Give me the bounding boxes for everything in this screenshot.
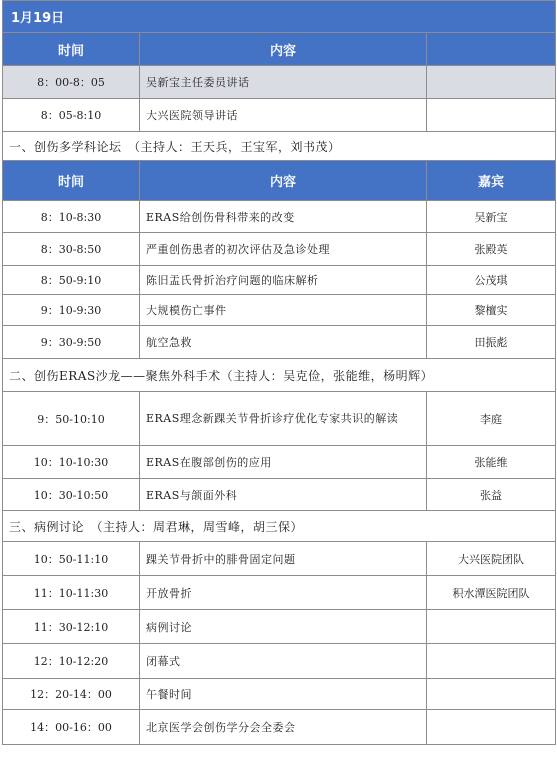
table-row	[3, 295, 556, 326]
row-guest: 吴新宝	[427, 201, 556, 233]
header-row-2	[3, 161, 556, 201]
table-row	[3, 99, 556, 132]
table-row	[3, 644, 556, 679]
table-row	[3, 201, 556, 233]
row-content: ERAS理念新踝关节骨折诊疗优化专家共识的解读	[140, 392, 427, 446]
row-time: 8：50-9:10	[3, 266, 140, 295]
row-guest: 张益	[427, 479, 556, 511]
row-time: 10：10-10:30	[3, 446, 140, 479]
table-row	[3, 326, 556, 359]
row-guest: 田振彪	[427, 326, 556, 359]
table-row	[3, 233, 556, 266]
table-row	[3, 542, 556, 576]
row-content: 大兴医院领导讲话	[140, 99, 427, 132]
row-guest	[427, 610, 556, 644]
row-guest: 张殿英	[427, 233, 556, 266]
row-time: 8：10-8:30	[3, 201, 140, 233]
table-row	[3, 392, 556, 446]
table-row	[3, 446, 556, 479]
row-content: 开放骨折	[140, 576, 427, 610]
date-row	[3, 1, 556, 33]
row-content: 陈旧盂氏骨折治疗问题的临床解析	[140, 266, 427, 295]
row-content: 闭幕式	[140, 644, 427, 679]
table-row	[3, 266, 556, 295]
row-content: 吴新宝主任委员讲话	[140, 66, 427, 99]
row-guest	[427, 66, 556, 99]
schedule-table	[2, 0, 556, 745]
table-row	[3, 576, 556, 610]
section-title-2: 二、创伤ERAS沙龙——聚焦外科手术（主持人：吴克俭，张能维，杨明辉）	[3, 359, 556, 392]
header-guest: 嘉宾	[427, 161, 556, 201]
row-time: 9：10-9:30	[3, 295, 140, 326]
row-content: 北京医学会创伤学分会全委会	[140, 710, 427, 745]
header-guest	[427, 33, 556, 66]
row-time: 14：00-16：00	[3, 710, 140, 745]
row-content: 严重创伤患者的初次评估及急诊处理	[140, 233, 427, 266]
row-guest	[427, 710, 556, 745]
row-time: 11：30-12:10	[3, 610, 140, 644]
row-content: ERAS与颌面外科	[140, 479, 427, 511]
row-content: 午餐时间	[140, 679, 427, 710]
row-guest	[427, 679, 556, 710]
section-row-1	[3, 132, 556, 161]
row-content: 航空急救	[140, 326, 427, 359]
row-guest	[427, 99, 556, 132]
header-time: 时间	[3, 33, 140, 66]
row-content: ERAS给创伤骨科带来的改变	[140, 201, 427, 233]
row-guest	[427, 644, 556, 679]
row-time: 8：00-8：05	[3, 66, 140, 99]
row-time: 9：30-9:50	[3, 326, 140, 359]
header-content: 内容	[140, 161, 427, 201]
row-time: 10：30-10:50	[3, 479, 140, 511]
row-guest: 李庭	[427, 392, 556, 446]
row-guest: 公茂琪	[427, 266, 556, 295]
table-row	[3, 479, 556, 511]
row-content: ERAS在腹部创伤的应用	[140, 446, 427, 479]
row-guest: 积水潭医院团队	[427, 576, 556, 610]
row-guest: 张能维	[427, 446, 556, 479]
table-row	[3, 679, 556, 710]
row-time: 12：20-14：00	[3, 679, 140, 710]
row-time: 11：10-11:30	[3, 576, 140, 610]
row-guest: 大兴医院团队	[427, 542, 556, 576]
header-time: 时间	[3, 161, 140, 201]
schedule	[2, 0, 555, 745]
row-content: 病例讨论	[140, 610, 427, 644]
header-row-1	[3, 33, 556, 66]
date-heading: 1月19日	[3, 1, 556, 33]
row-time: 10：50-11:10	[3, 542, 140, 576]
table-row	[3, 66, 556, 99]
row-time: 8：30-8:50	[3, 233, 140, 266]
table-row	[3, 610, 556, 644]
section-title-1: 一、创伤多学科论坛 （主持人：王天兵，王宝军，刘书茂）	[3, 132, 556, 161]
section-row-2	[3, 359, 556, 392]
header-content: 内容	[140, 33, 427, 66]
row-guest: 黎檀实	[427, 295, 556, 326]
row-time: 9：50-10:10	[3, 392, 140, 446]
table-row	[3, 710, 556, 745]
row-time: 12：10-12:20	[3, 644, 140, 679]
section-row-3	[3, 511, 556, 542]
row-content: 大规模伤亡事件	[140, 295, 427, 326]
section-title-3: 三、病例讨论 （主持人：周君琳，周雪峰，胡三保）	[3, 511, 556, 542]
row-content: 踝关节骨折中的腓骨固定问题	[140, 542, 427, 576]
row-time: 8：05-8:10	[3, 99, 140, 132]
